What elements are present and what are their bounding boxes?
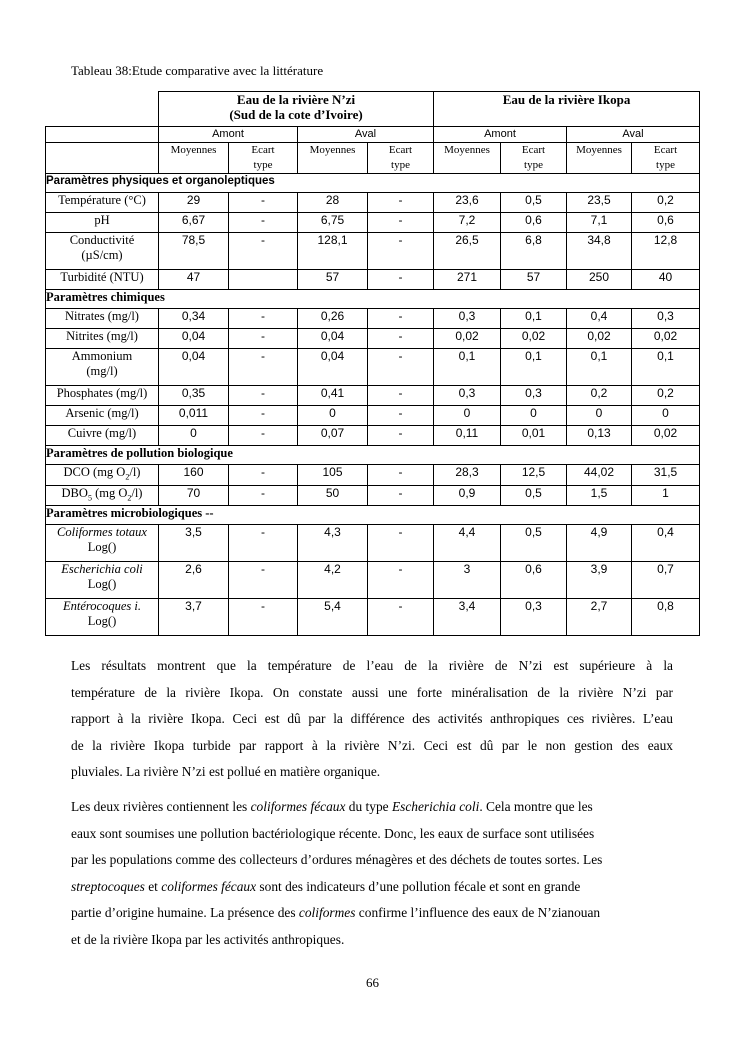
value-cell: 0,5 xyxy=(501,525,567,562)
group-blank xyxy=(46,127,159,143)
value-cell: 0,02 xyxy=(632,426,700,446)
value-cell: 0,04 xyxy=(159,329,229,349)
value-cell: 0,1 xyxy=(501,309,567,329)
value-cell: 0,26 xyxy=(298,309,368,329)
paragraph-bacteria xyxy=(71,794,673,953)
value-cell xyxy=(229,270,298,290)
value-cell: - xyxy=(229,562,298,599)
paragraph-line: de la rivière Ikopa turbide par rapport à la rivière N’zi. Ceci est dû par le non gestion des eaux xyxy=(71,737,673,753)
value-cell: 70 xyxy=(159,485,229,506)
value-cell: 0,02 xyxy=(567,329,632,349)
value-cell: 28,3 xyxy=(434,465,501,486)
value-cell: 0,1 xyxy=(501,349,567,386)
value-cell: 0,04 xyxy=(159,349,229,386)
value-cell: 0,5 xyxy=(501,193,567,213)
param-label: Cuivre (mg/l) xyxy=(46,426,159,446)
paragraph-line: par les populations comme des collecteurs d’ordures ménagères et des déchets de toutes sortes. Les xyxy=(71,852,603,867)
param-label: $DBO_5$ (mg $O_2/l$) xyxy=(46,485,159,506)
header-aval-ikopa: Aval xyxy=(567,127,700,143)
value-cell: 0,5 xyxy=(501,485,567,506)
table-row xyxy=(46,525,700,562)
value-cell: - xyxy=(229,213,298,233)
value-cell: 0 xyxy=(298,406,368,426)
value-cell: 0,1 xyxy=(434,349,501,386)
param-label: Phosphates (mg/l) xyxy=(46,386,159,406)
value-cell: 0 xyxy=(632,406,700,426)
sub-ecart-type: Ecart type xyxy=(229,143,298,174)
value-cell: 3,9 xyxy=(567,562,632,599)
value-cell: 0,3 xyxy=(434,386,501,406)
sub-blank xyxy=(46,143,159,174)
value-cell: 0,02 xyxy=(632,329,700,349)
value-cell: - xyxy=(368,485,434,506)
table-row xyxy=(46,349,700,386)
value-cell: - xyxy=(368,309,434,329)
param-label: Entérocoques i. Log() xyxy=(46,599,159,636)
sub-moyennes: Moyennes xyxy=(567,143,632,174)
value-cell: 6,8 xyxy=(501,233,567,270)
header-amont-ikopa: Amont xyxy=(434,127,567,143)
value-cell: 0,04 xyxy=(298,349,368,386)
section-physical: Paramètres physiques et organoleptiques xyxy=(46,174,700,193)
table-row xyxy=(46,386,700,406)
table-row xyxy=(46,485,700,506)
value-cell: 28 xyxy=(298,193,368,213)
table-row xyxy=(46,599,700,636)
value-cell: 23,5 xyxy=(567,193,632,213)
value-cell: 6,75 xyxy=(298,213,368,233)
value-cell: 12,5 xyxy=(501,465,567,486)
value-cell: - xyxy=(368,406,434,426)
value-cell: 7,1 xyxy=(567,213,632,233)
value-cell: 105 xyxy=(298,465,368,486)
paragraph-line: streptocoques et coliformes fécaux sont des indicateurs d’une pollution fécale et sont en grande xyxy=(71,878,581,894)
value-cell: 0,4 xyxy=(567,309,632,329)
value-cell: - xyxy=(368,599,434,636)
river-nzi-name: Eau de la rivière N’zi xyxy=(236,92,356,107)
value-cell: 0,04 xyxy=(298,329,368,349)
value-cell: - xyxy=(229,193,298,213)
value-cell: - xyxy=(368,233,434,270)
paragraph-line: pluviales. La rivière N’zi est pollué en matière organique. xyxy=(71,764,381,779)
table-row xyxy=(46,406,700,426)
table-row xyxy=(46,329,700,349)
value-cell: - xyxy=(229,599,298,636)
river-nzi-location: (Sud de la cote d’Ivoire) xyxy=(229,107,363,122)
value-cell: - xyxy=(368,525,434,562)
value-cell: - xyxy=(229,465,298,486)
paragraph-line: rapport à la rivière Ikopa. Ceci est dû par la différence des activités anthropiques ces rivières. L’eau xyxy=(71,711,673,726)
value-cell: 250 xyxy=(567,270,632,290)
value-cell: - xyxy=(229,329,298,349)
header-river-ikopa xyxy=(434,92,700,127)
value-cell: - xyxy=(368,465,434,486)
param-label: pH xyxy=(46,213,159,233)
value-cell: - xyxy=(368,213,434,233)
header-river-nzi xyxy=(159,92,434,127)
param-label: DCO (mg $O_2/l$) xyxy=(46,465,159,486)
value-cell: 0,2 xyxy=(632,386,700,406)
value-cell: 57 xyxy=(298,270,368,290)
value-cell: - xyxy=(368,562,434,599)
value-cell: 0,6 xyxy=(501,562,567,599)
value-cell: - xyxy=(368,329,434,349)
value-cell: 57 xyxy=(501,270,567,290)
table-row xyxy=(46,309,700,329)
value-cell: - xyxy=(229,233,298,270)
value-cell: 29 xyxy=(159,193,229,213)
value-cell: - xyxy=(368,270,434,290)
value-cell: 44,02 xyxy=(567,465,632,486)
section-pollution: Paramètres de pollution biologique xyxy=(46,446,700,465)
value-cell: - xyxy=(229,426,298,446)
value-cell: 3,4 xyxy=(434,599,501,636)
param-label: Nitrates (mg/l) xyxy=(46,309,159,329)
value-cell: 4,3 xyxy=(298,525,368,562)
value-cell: 3,5 xyxy=(159,525,229,562)
value-cell: 23,6 xyxy=(434,193,501,213)
table-row xyxy=(46,233,700,270)
value-cell: - xyxy=(368,386,434,406)
value-cell: 0,8 xyxy=(632,599,700,636)
value-cell: 0 xyxy=(159,426,229,446)
value-cell: 47 xyxy=(159,270,229,290)
value-cell: 0,13 xyxy=(567,426,632,446)
value-cell: 12,8 xyxy=(632,233,700,270)
paragraph-line: et de la rivière Ikopa par les activités anthropiques. xyxy=(71,931,345,947)
value-cell: 0,02 xyxy=(501,329,567,349)
value-cell: 0,34 xyxy=(159,309,229,329)
value-cell: 3,7 xyxy=(159,599,229,636)
table-row xyxy=(46,465,700,486)
header-amont-nzi: Amont xyxy=(159,127,298,143)
section-chemical: Paramètres chimiques xyxy=(46,290,700,309)
value-cell: 0 xyxy=(567,406,632,426)
value-cell: 0,3 xyxy=(501,599,567,636)
param-label: Ammonium (mg/l) xyxy=(46,349,159,386)
paragraph-line: eaux sont soumises une pollution bactériologique récente. Donc, les eaux de surface sont utilisées xyxy=(71,825,595,841)
value-cell: 0,07 xyxy=(298,426,368,446)
table-row xyxy=(46,426,700,446)
value-cell: 0,1 xyxy=(632,349,700,386)
value-cell: - xyxy=(229,309,298,329)
value-cell: 0,3 xyxy=(501,386,567,406)
river-ikopa-name: Eau de la rivière Ikopa xyxy=(502,92,631,107)
table-row xyxy=(46,562,700,599)
value-cell: - xyxy=(229,406,298,426)
value-cell: 7,2 xyxy=(434,213,501,233)
value-cell: 34,8 xyxy=(567,233,632,270)
sub-ecart-type: Ecart type xyxy=(501,143,567,174)
value-cell: 0,6 xyxy=(501,213,567,233)
value-cell: 4,2 xyxy=(298,562,368,599)
value-cell: 6,67 xyxy=(159,213,229,233)
table-row xyxy=(46,213,700,233)
param-label: Nitrites (mg/l) xyxy=(46,329,159,349)
table-row xyxy=(46,193,700,213)
param-label: Coliformes totaux Log() xyxy=(46,525,159,562)
paragraph-line: Les résultats montrent que la température de l’eau de la rivière de N’zi est supérieure à la xyxy=(71,658,673,673)
paragraph-line: partie d’origine humaine. La présence des coliformes confirme l’influence des eaux de N’zianouan xyxy=(71,905,601,920)
table-row xyxy=(46,270,700,290)
value-cell: 2,6 xyxy=(159,562,229,599)
param-label: Température (°C) xyxy=(46,193,159,213)
value-cell: 1,5 xyxy=(567,485,632,506)
header-aval-nzi: Aval xyxy=(298,127,434,143)
sub-moyennes: Moyennes xyxy=(159,143,229,174)
value-cell: 0,7 xyxy=(632,562,700,599)
sub-ecart-type: Ecart type xyxy=(368,143,434,174)
value-cell: 0,3 xyxy=(632,309,700,329)
value-cell: - xyxy=(229,349,298,386)
param-label: Turbidité (NTU) xyxy=(46,270,159,290)
sub-moyennes: Moyennes xyxy=(298,143,368,174)
value-cell: 160 xyxy=(159,465,229,486)
table-caption: Tableau 38:Etude comparative avec la littérature xyxy=(71,63,324,78)
value-cell: 271 xyxy=(434,270,501,290)
value-cell: 0,11 xyxy=(434,426,501,446)
page-number: 66 xyxy=(366,975,379,990)
value-cell: 0,41 xyxy=(298,386,368,406)
value-cell: - xyxy=(229,525,298,562)
value-cell: 3 xyxy=(434,562,501,599)
param-label: Escherichia coli Log() xyxy=(46,562,159,599)
value-cell: - xyxy=(229,386,298,406)
value-cell: 1 xyxy=(632,485,700,506)
section-microbio: Paramètres microbiologiques -- xyxy=(46,506,700,525)
value-cell: 0 xyxy=(434,406,501,426)
value-cell: 0,1 xyxy=(567,349,632,386)
value-cell: 0,9 xyxy=(434,485,501,506)
value-cell: 4,9 xyxy=(567,525,632,562)
value-cell: 40 xyxy=(632,270,700,290)
corner-blank xyxy=(46,92,159,127)
param-label: Conductivité (µS/cm) xyxy=(46,233,159,270)
value-cell: - xyxy=(368,349,434,386)
value-cell: 31,5 xyxy=(632,465,700,486)
value-cell: 2,7 xyxy=(567,599,632,636)
value-cell: 4,4 xyxy=(434,525,501,562)
comparison-table xyxy=(45,91,700,636)
sub-ecart-type: Ecart type xyxy=(632,143,700,174)
sub-moyennes: Moyennes xyxy=(434,143,501,174)
value-cell: 50 xyxy=(298,485,368,506)
value-cell: 128,1 xyxy=(298,233,368,270)
paragraph-line: température de la rivière Ikopa. On constate aussi une forte minéralisation de la rivière N’zi par xyxy=(71,684,673,700)
paragraph-line: Les deux rivières contiennent les coliformes fécaux du type Escherichia coli. Cela montre que les xyxy=(71,799,593,814)
value-cell: 0,35 xyxy=(159,386,229,406)
value-cell: 0,6 xyxy=(632,213,700,233)
value-cell: 0,011 xyxy=(159,406,229,426)
value-cell: 0,2 xyxy=(567,386,632,406)
value-cell: 0,3 xyxy=(434,309,501,329)
value-cell: 0,2 xyxy=(632,193,700,213)
value-cell: - xyxy=(368,193,434,213)
value-cell: 0,01 xyxy=(501,426,567,446)
value-cell: - xyxy=(229,485,298,506)
param-label: Arsenic (mg/l) xyxy=(46,406,159,426)
value-cell: - xyxy=(368,426,434,446)
value-cell: 78,5 xyxy=(159,233,229,270)
value-cell: 26,5 xyxy=(434,233,501,270)
value-cell: 0 xyxy=(501,406,567,426)
value-cell: 0,4 xyxy=(632,525,700,562)
value-cell: 5,4 xyxy=(298,599,368,636)
paragraph-results xyxy=(71,653,673,786)
value-cell: 0,02 xyxy=(434,329,501,349)
